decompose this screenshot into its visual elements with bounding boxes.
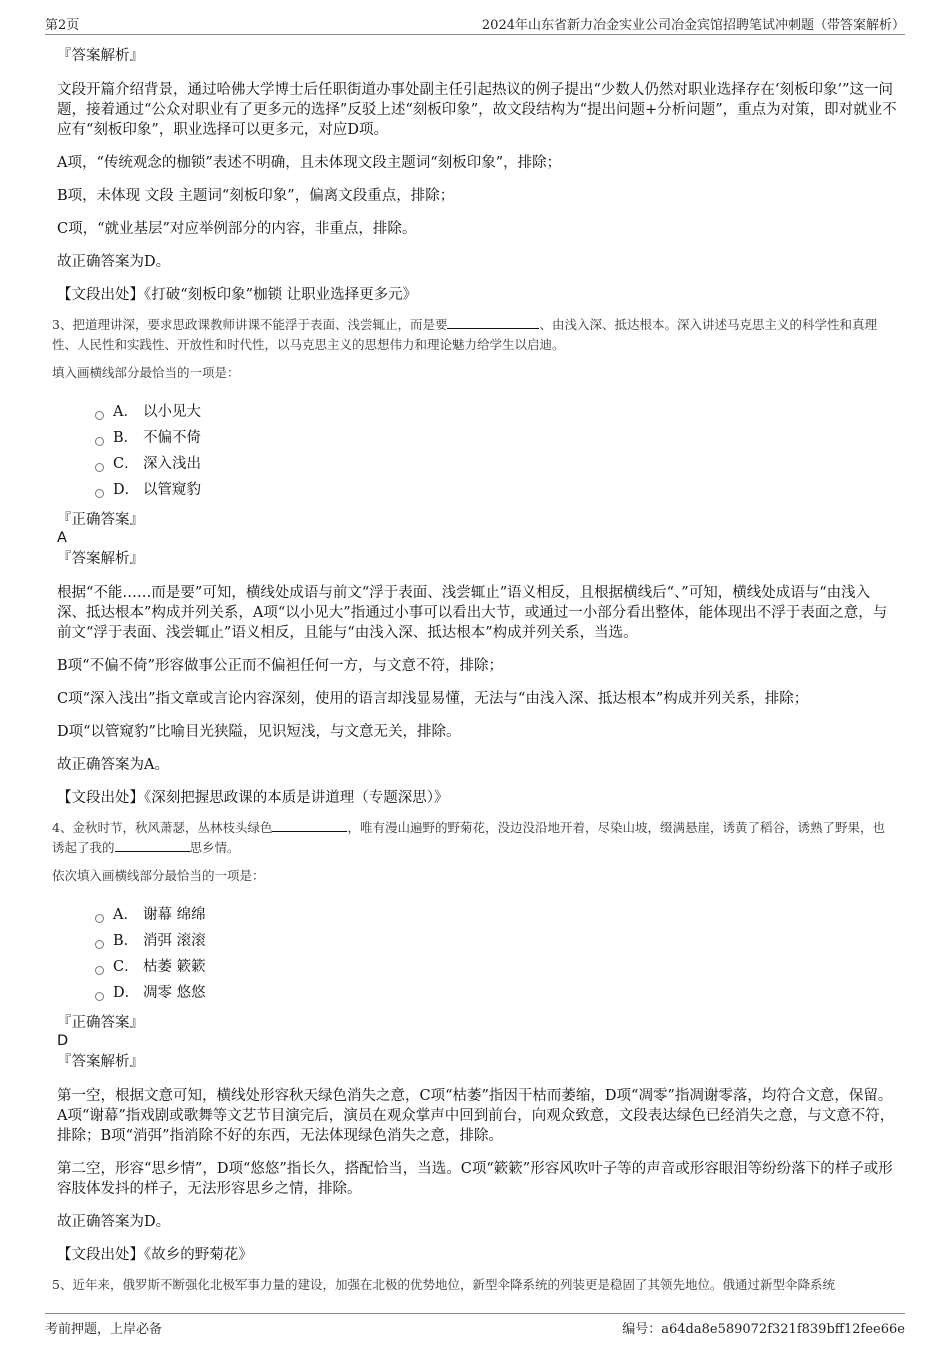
analysis-option-c: C项“深入浅出”指文章或言论内容深刻，使用的语言却浅显易懂，无法与“由浅入深、抵达根本”构成并列关系，排除； xyxy=(57,691,809,707)
radio-icon[interactable] xyxy=(95,966,104,975)
source-citation: 【文段出处】《深刻把握思政课的本质是讲道理（专题深思）》 xyxy=(57,790,449,806)
document-body xyxy=(52,46,897,1299)
conclusion: 故正确答案为A。 xyxy=(57,757,169,773)
analysis-label: 『答案解析』 xyxy=(57,551,144,567)
source-citation: 【文段出处】《打破“刻板印象”枷锁 让职业选择更多元》 xyxy=(57,287,418,303)
conclusion: 故正确答案为D。 xyxy=(57,1214,171,1230)
analysis-option-c: C项，“就业基层”对应举例部分的内容，非重点，排除。 xyxy=(57,221,417,237)
conclusion: 故正确答案为D。 xyxy=(57,254,171,270)
option-a[interactable]: A． 谢幕 绵绵 xyxy=(95,902,897,928)
analysis-option-b: B项，未体现 文段 主题词“刻板印象”，偏离文段重点，排除； xyxy=(57,188,455,204)
question-4-options xyxy=(95,902,897,1006)
correct-answer-label: 『正确答案』 xyxy=(57,1015,144,1031)
analysis-text: 第二空，形容“思乡情”，D项“悠悠”指长久，搭配恰当，当选。C项“簌簌”形容风吹叶子等的声音或形容眼泪等纷纷落下的样子或形容肢体发抖的样子，无法形容思乡之情，排除。 xyxy=(57,1161,893,1197)
question-5-stem: 5、近年来，俄罗斯不断强化北极军事力量的建设，加强在北极的优势地位，新型伞降系统的列装更是稳固了其领先地位。俄通过新型伞降系统 xyxy=(52,1277,835,1292)
page-header xyxy=(45,14,905,35)
radio-icon[interactable] xyxy=(95,463,104,472)
page-number: 第2页 xyxy=(45,18,80,33)
option-c[interactable]: C． 深入浅出 xyxy=(95,451,897,477)
analysis-option-a: A项，“传统观念的枷锁”表述不明确，且未体现文段主题词“刻板印象”，排除； xyxy=(57,155,562,171)
answer-blank xyxy=(272,819,347,832)
question-4-stem: 4、金秋时节，秋风萧瑟，丛林枝头绿色 ，唯有漫山遍野的野菊花，没边没沿地开着，尽染山坡，缀满悬崖，诱黄了稻谷，诱熟了野果，也诱起了我的 思乡情。 xyxy=(52,820,885,855)
analysis-label: 『答案解析』 xyxy=(57,48,144,64)
analysis-label: 『答案解析』 xyxy=(57,1054,144,1070)
source-citation: 【文段出处】《故乡的野菊花》 xyxy=(57,1247,253,1263)
correct-answer: A xyxy=(57,530,67,546)
radio-icon[interactable] xyxy=(95,940,104,949)
analysis-option-b: B项“不偏不倚”形容做事公正而不偏袒任何一方，与文意不符，排除； xyxy=(57,658,503,674)
radio-icon[interactable] xyxy=(95,914,104,923)
option-b[interactable]: B． 不偏不倚 xyxy=(95,425,897,451)
answer-blank xyxy=(115,839,190,852)
question-4-instruction: 依次填入画横线部分最恰当的一项是： xyxy=(52,868,265,883)
radio-icon[interactable] xyxy=(95,411,104,420)
analysis-option-d: D项“以管窥豹”比喻目光狭隘，见识短浅，与文意无关，排除。 xyxy=(57,724,461,740)
analysis-text: 根据“不能……而是要”可知，横线处成语与前文“浮于表面、浅尝辄止”语义相反，且根据横线后“、”可知，横线处成语与“由浅入深、抵达根本”构成并列关系，A项“以小见大”指通过小事可以看出大节，或通过一小部分看出整体，能体现出不浮于表面之意，与前文“浮于表面、浅尝辄止”语义相反，且能与“由浅入深、抵达根本”构成并列关系，当选。 xyxy=(57,585,888,641)
document-title: 2024年山东省新力冶金实业公司冶金宾馆招聘笔试冲刺题（带答案解析） xyxy=(481,18,905,33)
answer-blank xyxy=(447,316,539,329)
analysis-text: 第一空，根据文意可知，横线处形容秋天绿色消失之意，C项“枯萎”指因干枯而萎缩，D项“凋零”指凋谢零落，均符合文意，保留。A项“谢幕”指戏剧或歌舞等文艺节目演完后，演员在观众掌声中回到前台，向观众致意，文段表达绿色已经消失之意，与文意不符，排除；B项“消弭”指消除不好的东西，无法体现绿色消失之意，排除。 xyxy=(57,1088,895,1144)
correct-answer-label: 『正确答案』 xyxy=(57,512,144,528)
question-3-stem: 3、把道理讲深，要求思政课教师讲课不能浮于表面、浅尝辄止，而是要 、由浅入深、抵达根本。深入讲述马克思主义的科学性和真理性、人民性和实践性、开放性和时代性，以马克思主义的思想伟力和理论魅力给学生以启迪。 xyxy=(52,317,877,352)
question-3-instruction: 填入画横线部分最恰当的一项是： xyxy=(52,365,240,380)
document-id: 编号：a64da8e589072f321f839bff12fee66e xyxy=(622,1322,905,1337)
question-3-options xyxy=(95,399,897,503)
page-footer xyxy=(45,1313,905,1336)
option-c[interactable]: C． 枯萎 簌簌 xyxy=(95,954,897,980)
radio-icon[interactable] xyxy=(95,437,104,446)
radio-icon[interactable] xyxy=(95,992,104,1001)
option-d[interactable]: D． 以管窥豹 xyxy=(95,477,897,503)
analysis-text: 文段开篇介绍背景，通过哈佛大学博士后任职街道办事处副主任引起热议的例子提出“少数人仍然对职业选择存在‘刻板印象’”这一问题，接着通过“公众对职业有了更多元的选择”反驳上述“刻板印象”，故文段结构为“提出问题+分析问题”，重点为对策，即对就业不应有“刻板印象”，职业选择可以更多元，对应D项。 xyxy=(57,82,897,138)
option-b[interactable]: B． 消弭 滚滚 xyxy=(95,928,897,954)
option-a[interactable]: A． 以小见大 xyxy=(95,399,897,425)
radio-icon[interactable] xyxy=(95,489,104,498)
footer-slogan: 考前押题，上岸必备 xyxy=(45,1322,163,1337)
option-d[interactable]: D． 凋零 悠悠 xyxy=(95,980,897,1006)
correct-answer: D xyxy=(57,1033,69,1049)
